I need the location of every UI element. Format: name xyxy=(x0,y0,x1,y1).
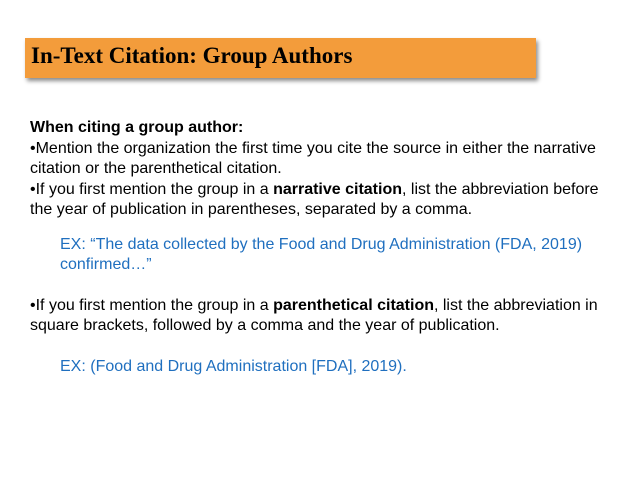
bullet-narrative-text-end: , list the abbreviation before the year of publication in parentheses, separated by a comma. xyxy=(30,180,599,218)
bullet-mention-organization: •Mention the organization the first time you cite the source in either the narrative citation or the parenthetical citation. xyxy=(30,139,596,177)
slide-title: In-Text Citation: Group Authors xyxy=(31,43,353,68)
bullet-narrative-citation xyxy=(30,180,620,221)
bullet-parenthetical-text-end: , list the abbreviation in square brackets, followed by a comma and the year of publication. xyxy=(30,296,598,334)
bullet-parenthetical-text-start: •If you first mention the group in a xyxy=(30,296,274,314)
slide-body xyxy=(30,118,620,377)
narrative-citation-term: narrative citation xyxy=(273,180,402,198)
section-heading: When citing a group author: xyxy=(30,119,244,136)
example-narrative: EX: “The data collected by the Food and Drug Administration (FDA, 2019) confirmed…” xyxy=(60,235,583,273)
slide-title-bar xyxy=(25,38,536,78)
bullet-parenthetical-citation xyxy=(30,296,620,337)
example-parenthetical: EX: (Food and Drug Administration [FDA], 2019). xyxy=(60,357,407,375)
bullet-narrative-text-start: •If you first mention the group in a xyxy=(30,180,274,198)
parenthetical-citation-term: parenthetical citation xyxy=(273,296,434,314)
